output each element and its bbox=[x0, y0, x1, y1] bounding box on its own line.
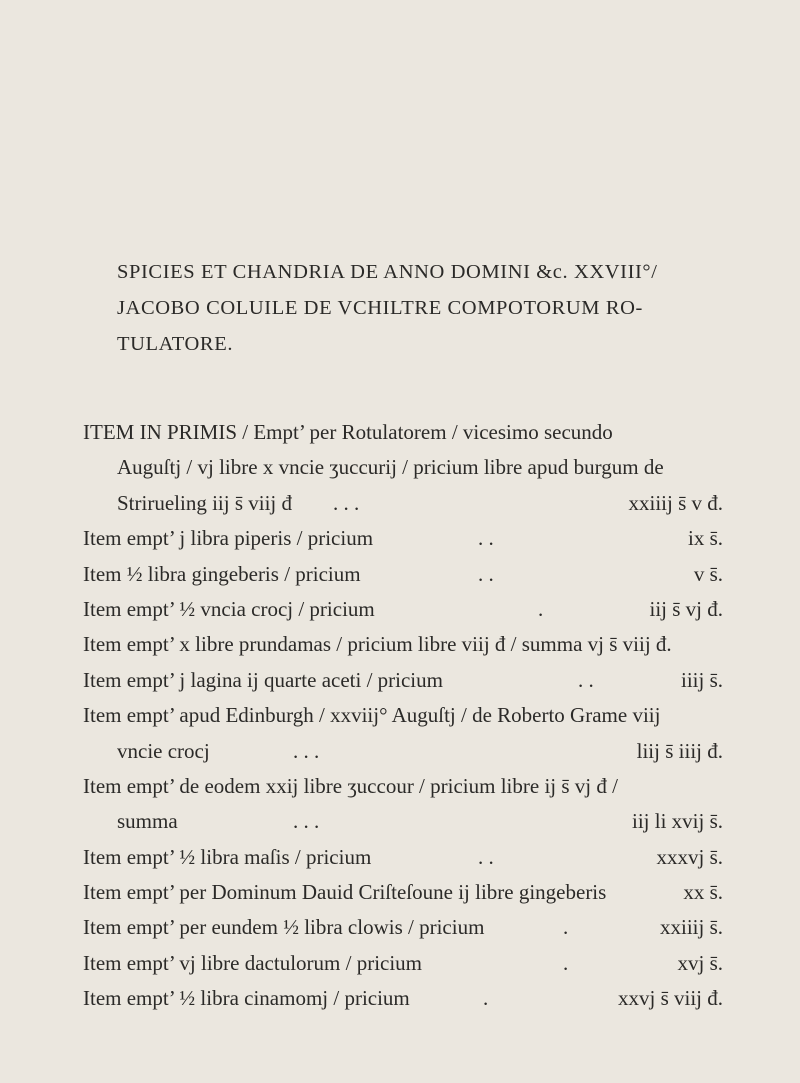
leader-dots: . . bbox=[478, 526, 494, 551]
entry-line bbox=[83, 486, 723, 521]
entry-text: vncie crocj bbox=[117, 738, 210, 763]
entry-amount: xxiiij s̄. bbox=[659, 915, 723, 940]
leader-dots: . . bbox=[478, 561, 494, 586]
entry-line bbox=[83, 521, 723, 556]
leader-dots: . . bbox=[478, 844, 494, 869]
entry-amount: xx s̄. bbox=[683, 880, 723, 905]
entry-amount: xxiiij s̄ v đ. bbox=[628, 490, 723, 515]
entry-line bbox=[83, 804, 723, 839]
entry-amount: iij s̄ vj đ. bbox=[649, 596, 723, 621]
entry-text: Auguſtj / vj libre x vncie ʒuccurij / pricium libre apud burgum de bbox=[117, 455, 664, 480]
entry-line bbox=[83, 910, 723, 945]
entry-text: Item empt’ ½ libra maſis / pricium bbox=[83, 844, 372, 869]
heading-line-3: TULATORE. bbox=[117, 333, 234, 355]
leader-dots: . . . bbox=[333, 490, 360, 515]
entry-line bbox=[83, 698, 723, 733]
entry-text: Item empt’ ½ vncia crocj / pricium bbox=[83, 596, 375, 621]
leader-dots: . . . bbox=[293, 738, 320, 763]
entry-line bbox=[83, 769, 723, 804]
entry-text: Strirueling iij s̄ viij đ bbox=[117, 490, 293, 515]
entry-text: Item ½ libra gingeberis / pricium bbox=[83, 561, 361, 586]
leader-dots: . bbox=[563, 950, 569, 975]
leader-dots: . bbox=[563, 915, 569, 940]
entry-text: ITEM IN PRIMIS / Empt’ per Rotulatorem / vicesimo secundo bbox=[83, 420, 613, 444]
entry-line bbox=[83, 875, 723, 910]
entry-text: Item empt’ ½ libra cinamomj / pricium bbox=[83, 986, 410, 1011]
entry-text: Item empt’ de eodem xxij libre ʒuccour / pricium libre ij s̄ vj đ / bbox=[83, 773, 618, 798]
leader-dots: . bbox=[538, 596, 544, 621]
entry-amount: iiij s̄. bbox=[680, 667, 723, 692]
entry-line bbox=[83, 450, 723, 485]
entry-line bbox=[83, 981, 723, 1016]
entry-amount: v s̄. bbox=[693, 561, 723, 586]
heading-line-2: JACOBO COLUILE DE VCHILTRE COMPOTORUM RO- bbox=[117, 297, 643, 319]
entry-line bbox=[83, 592, 723, 627]
document-heading bbox=[117, 254, 737, 362]
entry-line bbox=[83, 627, 723, 662]
entry-amount: xxxvj s̄. bbox=[656, 844, 723, 869]
entry-amount: iij li xvij s̄. bbox=[631, 809, 723, 834]
entry-line bbox=[83, 415, 723, 450]
entry-line bbox=[83, 946, 723, 981]
entry-amount: liij s̄ iiij đ. bbox=[636, 738, 723, 763]
leader-dots: . . . bbox=[293, 809, 320, 834]
entry-text: summa bbox=[117, 809, 178, 834]
entry-text: Item empt’ j libra piperis / pricium bbox=[83, 526, 374, 551]
entry-amount: xxvj s̄ viij đ. bbox=[617, 986, 723, 1011]
entry-amount: xvj s̄. bbox=[677, 950, 723, 975]
entry-line bbox=[83, 734, 723, 769]
entry-text: Item empt’ apud Edinburgh / xxviij° Auguſtj / de Roberto Grame viij bbox=[83, 703, 661, 728]
entry-text: Item empt’ per Dominum Dauid Criſteſoune ij libre gingeberis bbox=[83, 880, 607, 905]
entry-line bbox=[83, 663, 723, 698]
heading-line-1: SPICIES ET CHANDRIA DE ANNO DOMINI &c. XXVIII°/ bbox=[117, 261, 658, 283]
leader-dots: . . bbox=[578, 667, 594, 692]
entry-amount: ix s̄. bbox=[687, 526, 723, 551]
entry-text: Item empt’ j lagina ij quarte aceti / pricium bbox=[83, 667, 443, 692]
account-entries bbox=[83, 415, 723, 1017]
leader-dots: . bbox=[483, 986, 489, 1011]
entry-line bbox=[83, 557, 723, 592]
entry-text: Item empt’ per eundem ½ libra clowis / pricium bbox=[83, 915, 485, 940]
entry-line bbox=[83, 840, 723, 875]
entry-text: Item empt’ x libre prundamas / pricium libre viij đ / summa vj s̄ viij đ. bbox=[83, 632, 672, 657]
entry-text: Item empt’ vj libre dactulorum / pricium bbox=[83, 950, 423, 975]
